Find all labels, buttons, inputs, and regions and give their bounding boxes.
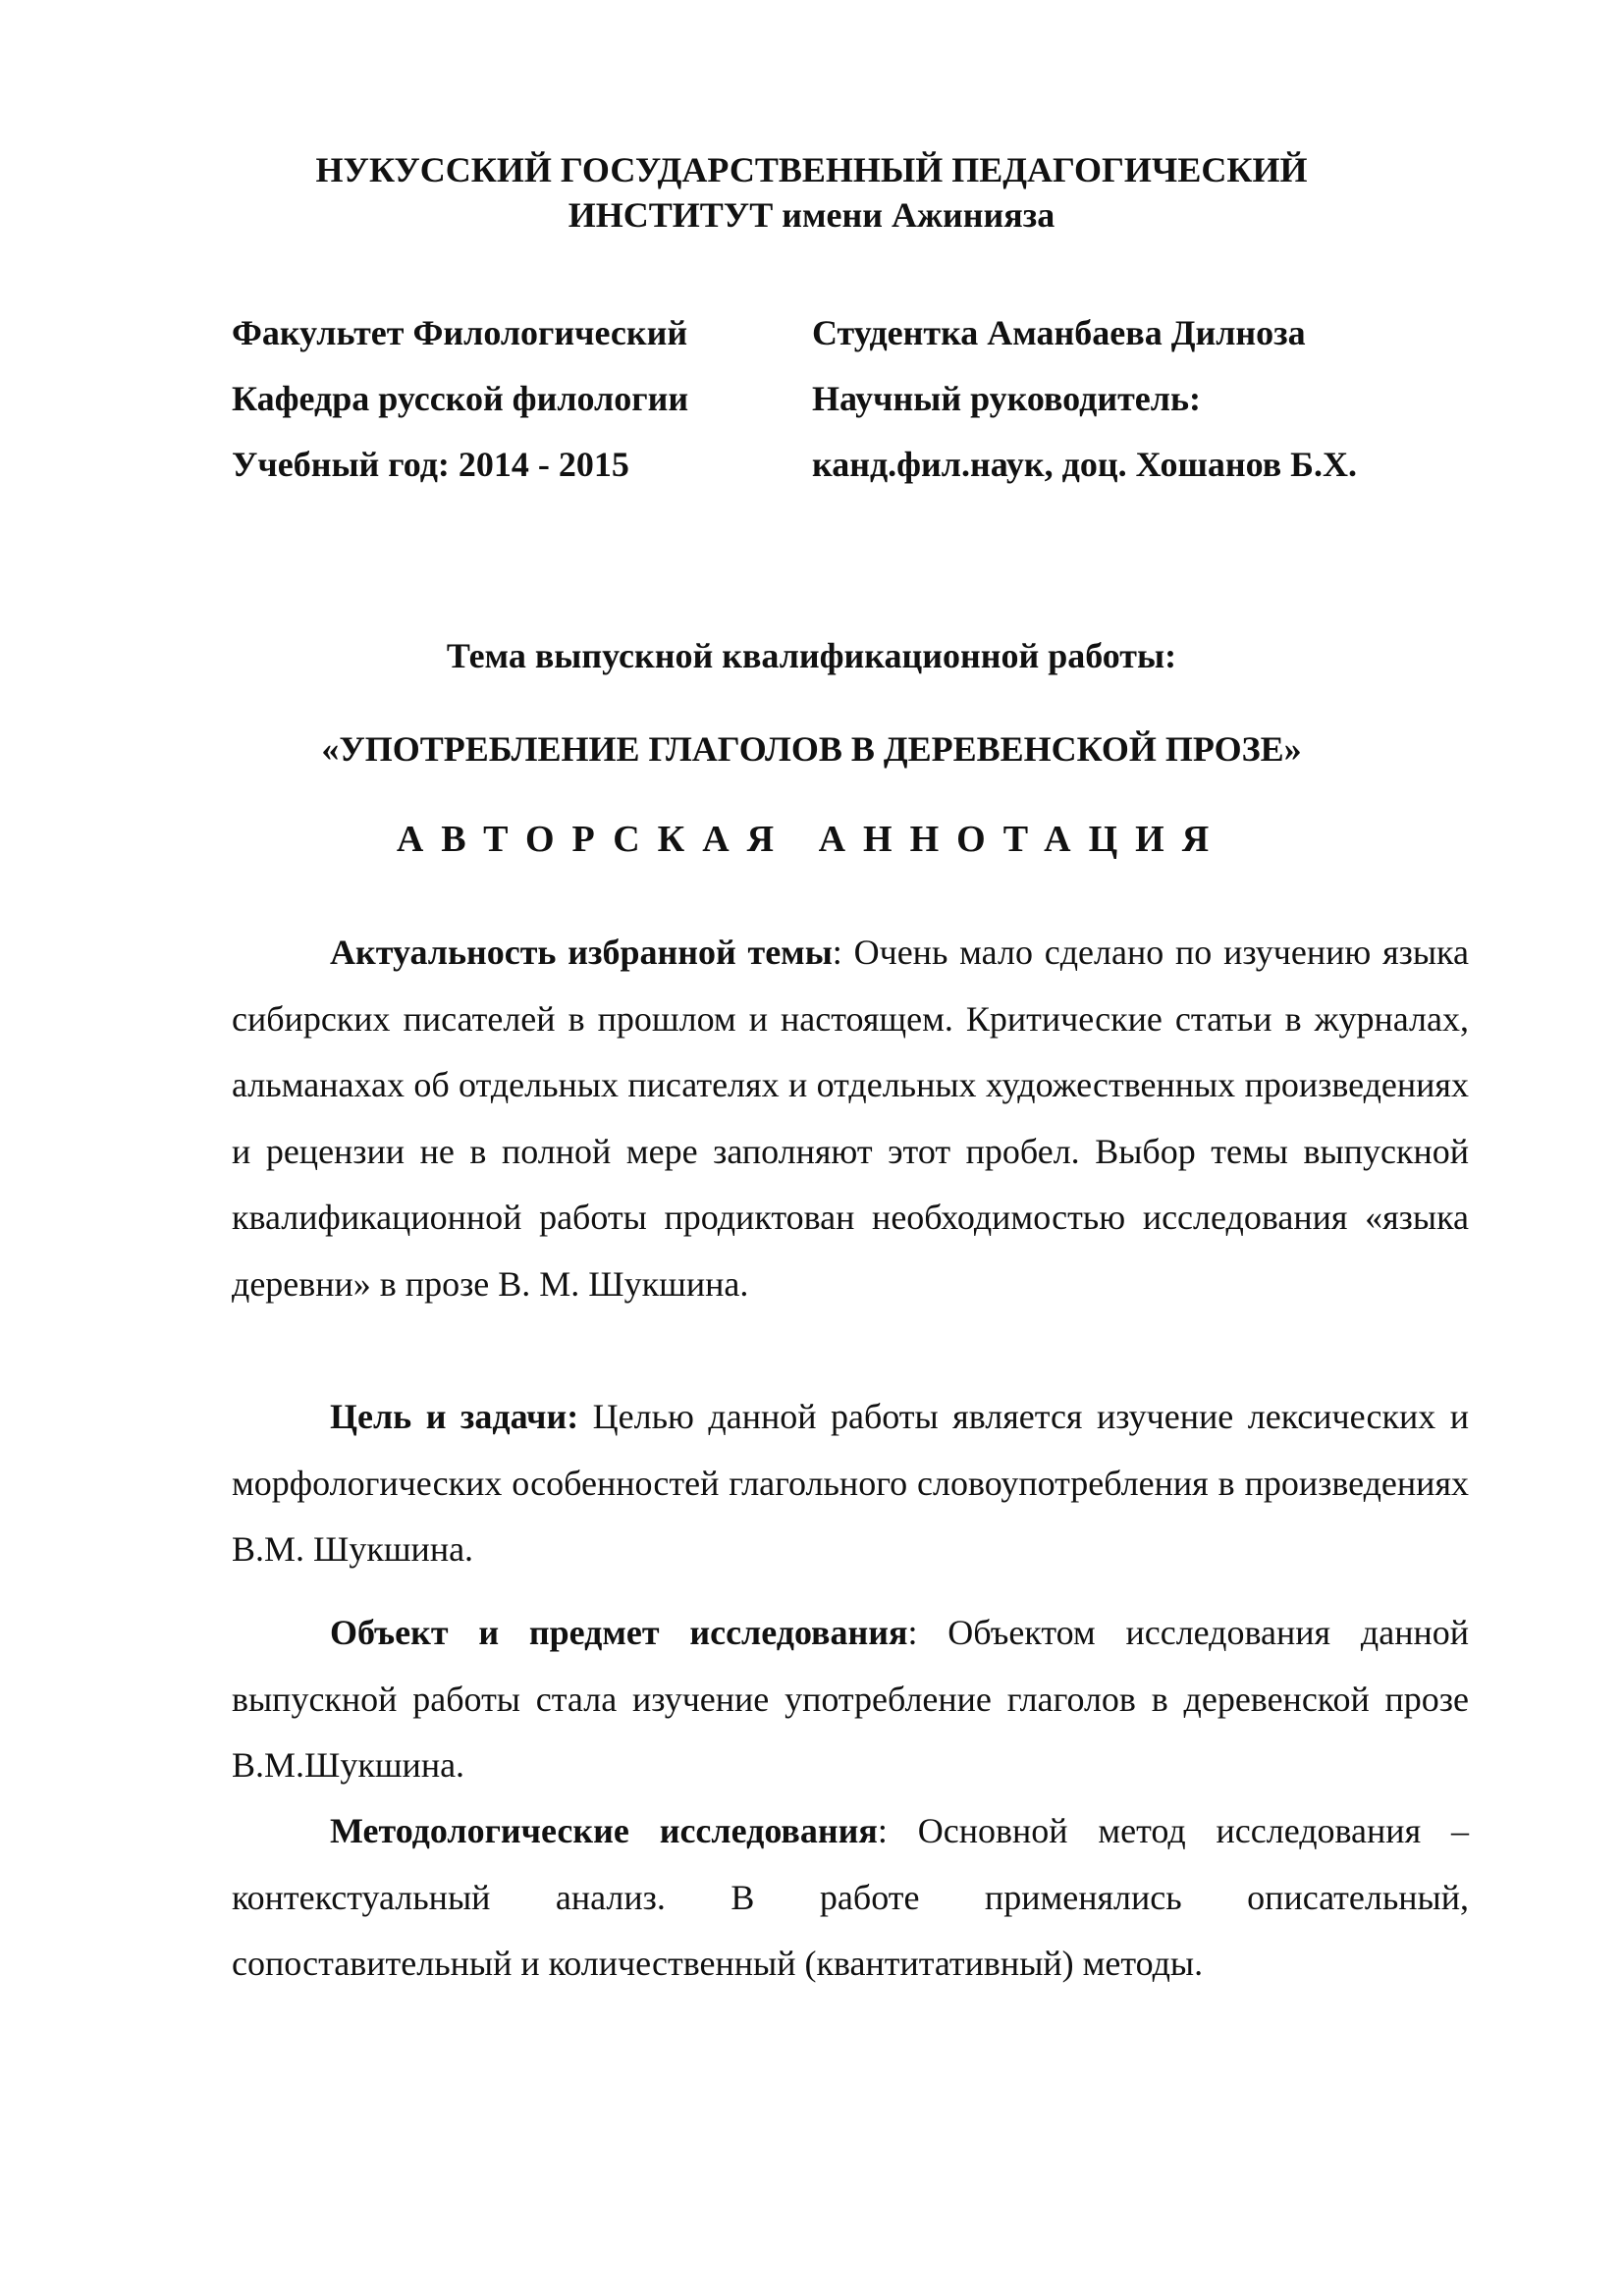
object-text: : Объектом исследования данной выпускной работы стала изучение употребление глаголов в деревенской прозе В.М.Шукшина. bbox=[232, 1613, 1469, 1785]
thesis-title: «УПОТРЕБЛЕНИЕ ГЛАГОЛОВ В ДЕРЕВЕНСКОЙ ПРОЗЕ» bbox=[321, 729, 1302, 769]
goal-label: Цель и задачи: bbox=[330, 1397, 579, 1436]
meta-left-column bbox=[232, 300, 688, 498]
academic-year: Учебный год: 2014 - 2015 bbox=[232, 445, 629, 484]
faculty: Факультет Филологический bbox=[232, 313, 688, 352]
methods-text: : Основной метод исследования – контекстуальный анализ. В работе применялись описательный, сопоставительный и количественный (квантитативный) методы. bbox=[232, 1811, 1470, 1983]
object-label: Объект и предмет исследования bbox=[330, 1613, 908, 1652]
section-methods bbox=[232, 1798, 1469, 1998]
meta-right-column bbox=[812, 300, 1357, 498]
student-name: Студентка Аманбаева Дилноза bbox=[812, 313, 1306, 352]
relevance-text: : Очень мало сделано по изучению языка сибирских писателей в прошлом и настоящем. Критические статьи в журналах, альманахах об отдельных писателях и отдельных художественных произведениях и рецензии не в полной мере заполняют этот пробел. Выбор темы выпускной квалификационной работы продиктован необходимостью исследования «языка деревни» в прозе В. М. Шукшина. bbox=[232, 933, 1469, 1304]
relevance-label: Актуальность избранной темы bbox=[330, 933, 833, 972]
supervisor-name: канд.фил.наук, доц. Хошанов Б.Х. bbox=[812, 445, 1357, 484]
methods-label: Методологические исследования bbox=[330, 1811, 878, 1850]
supervisor-label: Научный руководитель: bbox=[812, 379, 1201, 418]
institute-line-2: ИНСТИТУТ имени Ажинияза bbox=[568, 195, 1055, 235]
department: Кафедра русской филологии bbox=[232, 379, 689, 418]
institute-heading bbox=[0, 147, 1623, 238]
section-object bbox=[232, 1600, 1469, 1799]
section-goal bbox=[232, 1384, 1469, 1583]
section-relevance bbox=[232, 920, 1469, 1317]
theme-label: Тема выпускной квалификационной работы: bbox=[446, 636, 1177, 675]
annotation-heading: АВТОРСКАЯ АННОТАЦИЯ bbox=[396, 819, 1227, 860]
goal-text: Целью данной работы является изучение лексических и морфологических особенностей глагольного словоупотребления в произведениях В.М. Шукшина. bbox=[232, 1397, 1469, 1569]
institute-line-1: НУКУССКИЙ ГОСУДАРСТВЕННЫЙ ПЕДАГОГИЧЕСКИЙ bbox=[315, 150, 1308, 189]
